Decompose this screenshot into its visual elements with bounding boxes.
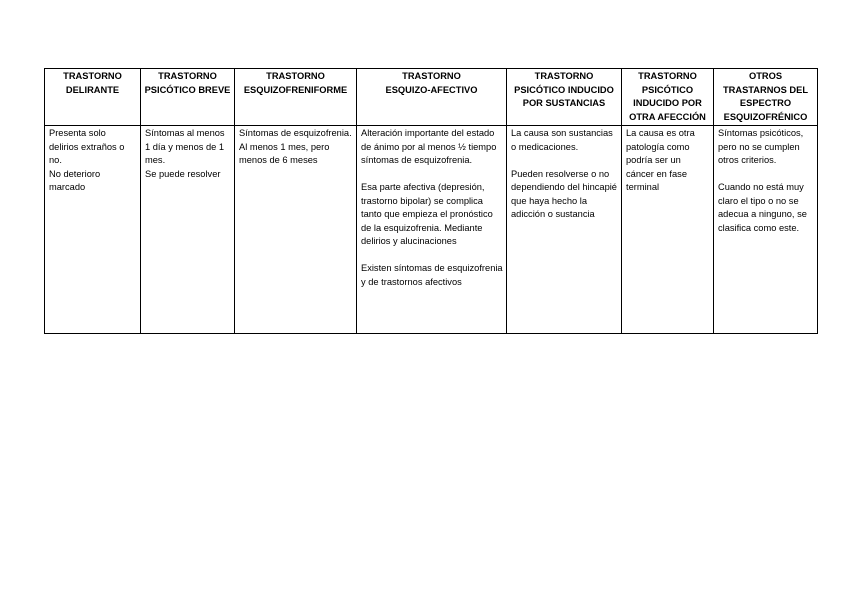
table-row <box>45 126 818 334</box>
header-inducido-sustancias: TRASTORNO PSICÓTICO INDUCIDO POR SUSTANCIAS <box>507 69 622 126</box>
cell-psicotico-breve: Síntomas al menos 1 día y menos de 1 mes. Se puede resolver <box>141 126 235 334</box>
header-otra-afeccion: TRASTORNO PSICÓTICO INDUCIDO POR OTRA AFECCIÓN <box>622 69 714 126</box>
cell-otros-trastornos: Síntomas psicóticos, pero no se cumplen otros criterios. Cuando no está muy claro el tipo o no se adecua a ninguno, se clasifica como este. <box>714 126 818 334</box>
cell-otra-afeccion: La causa es otra patología como podría ser un cáncer en fase terminal <box>622 126 714 334</box>
paragraph-gap <box>361 249 503 263</box>
header-esquizo-afectivo: TRASTORNO ESQUIZO-AFECTIVO <box>357 69 507 126</box>
header-esquizofreniforme: TRASTORNO ESQUIZOFRENIFORME <box>235 69 357 126</box>
cell-esquizo-afectivo: Alteración importante del estado de ánimo por al menos ½ tiempo síntomas de esquizofrenia. Esa parte afectiva (depresión, trastorno bipolar) se complica tanto que empieza el pronóstico de la esquizofrenia. Mediante delirios y alucinaciones Existen síntomas de esquizofrenia y de trastornos afectivos <box>357 126 507 334</box>
paragraph-gap <box>718 168 814 182</box>
header-psicotico-breve: TRASTORNO PSICÓTICO BREVE <box>141 69 235 126</box>
paragraph-gap <box>511 154 618 168</box>
header-row <box>45 69 818 126</box>
disorders-table <box>44 68 818 334</box>
header-otros-trastornos: OTROS TRASTARNOS DEL ESPECTRO ESQUIZOFRÉNICO <box>714 69 818 126</box>
header-delirante: TRASTORNO DELIRANTE <box>45 69 141 126</box>
cell-inducido-sustancias: La causa son sustancias o medicaciones. Pueden resolverse o no dependiendo del hincapié que haya hecho la adicción o sustancia <box>507 126 622 334</box>
paragraph-gap <box>361 168 503 182</box>
cell-delirante: Presenta solo delirios extraños o no. No deterioro marcado <box>45 126 141 334</box>
cell-esquizofreniforme: Síntomas de esquizofrenia. Al menos 1 mes, pero menos de 6 meses <box>235 126 357 334</box>
